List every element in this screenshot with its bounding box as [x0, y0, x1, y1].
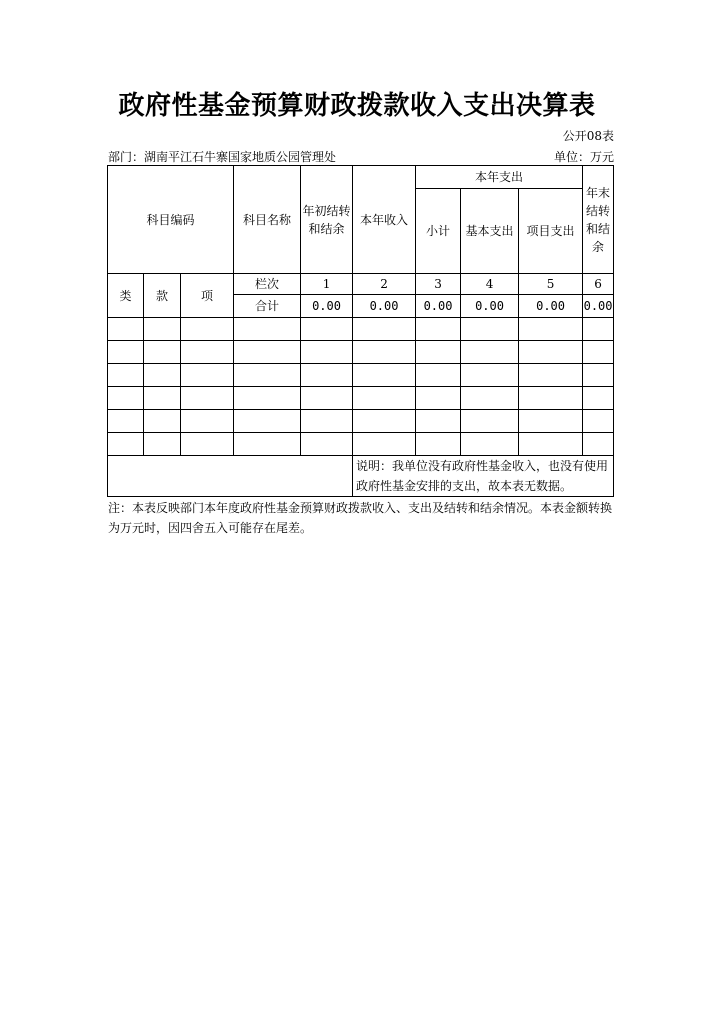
empty-row — [108, 410, 614, 433]
empty-row — [108, 341, 614, 364]
total-row-label: 合计 — [234, 295, 301, 318]
header-basic-expense: 基本支出 — [461, 189, 519, 274]
col-number: 4 — [461, 274, 519, 295]
header-expense-group: 本年支出 — [416, 166, 583, 189]
header-end-balance: 年末结转和结余 — [583, 166, 614, 274]
page-title: 政府性基金预算财政拨款收入支出决算表 — [118, 91, 596, 121]
col-number: 6 — [583, 274, 614, 295]
header-kuan: 款 — [144, 274, 181, 318]
header-begin-balance: 年初结转和结余 — [301, 166, 353, 274]
description-blank — [108, 456, 353, 497]
empty-row — [108, 387, 614, 410]
header-subject-code: 科目编码 — [108, 166, 234, 274]
total-value: 0.00 — [461, 295, 519, 318]
department-label: 部门：湖南平江石牛寨国家地质公园管理处 — [108, 150, 337, 164]
header-lei: 类 — [108, 274, 144, 318]
total-value: 0.00 — [353, 295, 416, 318]
empty-row — [108, 433, 614, 456]
empty-row — [108, 318, 614, 341]
header-project-expense: 项目支出 — [519, 189, 583, 274]
header-xiang: 项 — [181, 274, 234, 318]
col-number: 5 — [519, 274, 583, 295]
header-subtotal: 小计 — [416, 189, 461, 274]
fund-table — [107, 165, 614, 497]
header-income: 本年收入 — [353, 166, 416, 274]
total-value: 0.00 — [301, 295, 353, 318]
col-number: 1 — [301, 274, 353, 295]
empty-row — [108, 364, 614, 387]
footnote: 注：本表反映部门本年度政府性基金预算财政拨款收入、支出及结转和结余情况。本表金额转换为万元时，因四舍五入可能存在尾差。 — [108, 501, 613, 535]
row-label-lanci: 栏次 — [234, 274, 301, 295]
total-value: 0.00 — [519, 295, 583, 318]
description-text: 说明：我单位没有政府性基金收入，也没有使用政府性基金安排的支出，故本表无数据。 — [353, 456, 614, 497]
header-subject-name: 科目名称 — [234, 166, 301, 274]
total-value: 0.00 — [416, 295, 461, 318]
total-value: 0.00 — [583, 295, 614, 318]
col-number: 3 — [416, 274, 461, 295]
col-number: 2 — [353, 274, 416, 295]
form-number: 公开08表 — [562, 129, 614, 143]
unit-label: 单位：万元 — [553, 150, 614, 164]
